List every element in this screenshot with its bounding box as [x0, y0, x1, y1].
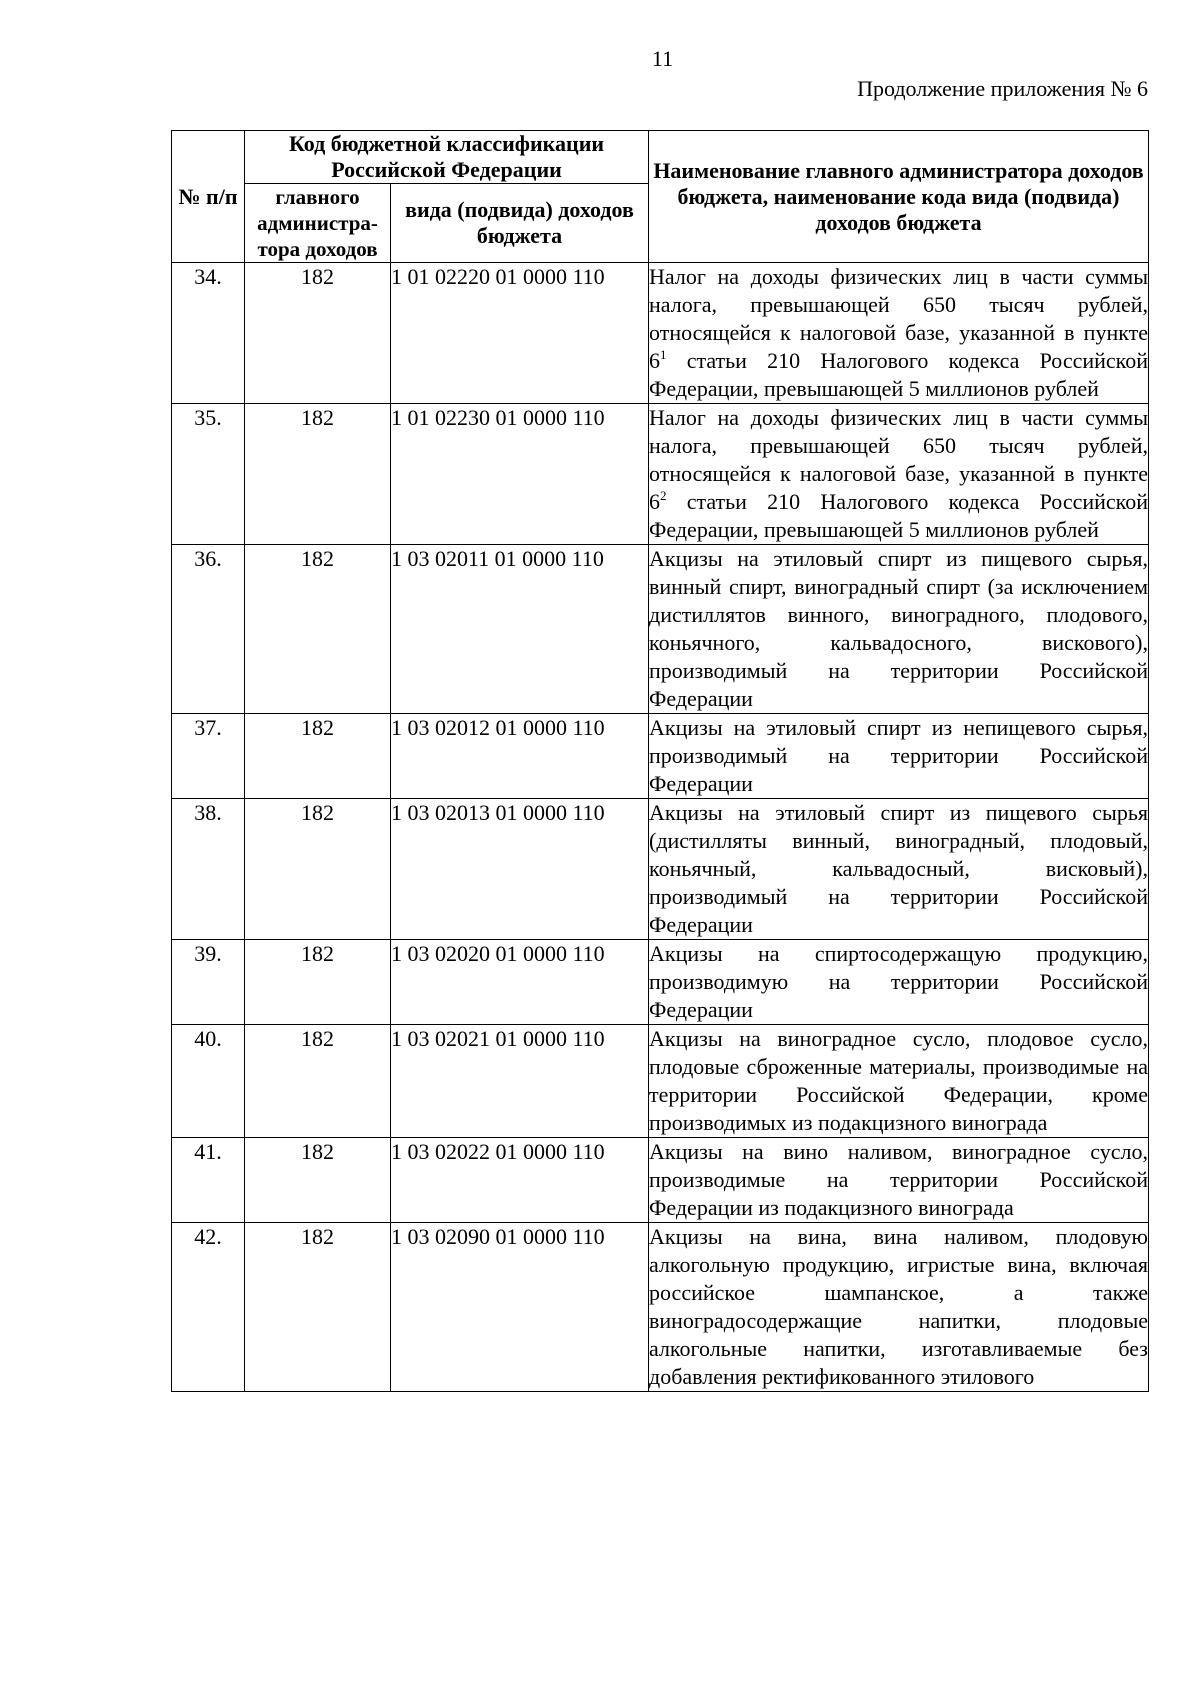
revenue-name — [649, 545, 1149, 714]
revenue-kind-code: 1 03 02021 01 0000 110 — [391, 1025, 649, 1138]
revenue-name — [649, 1025, 1149, 1138]
revenue-name-text: Акцизы на спиртосодержащую продукцию, производимую на территории Российской Федерации — [649, 941, 1148, 1022]
row-number: 35. — [172, 404, 245, 545]
revenue-name — [649, 799, 1149, 940]
row-number: 38. — [172, 799, 245, 940]
revenue-kind-code: 1 03 02013 01 0000 110 — [391, 799, 649, 940]
column-header-name: Наименование главного администратора доходов бюджета, наименование кода вида (подвида) доходов бюджета — [649, 131, 1149, 263]
revenue-name-text-continued: статьи 210 Налогового кодекса Российской Федерации, превышающей 5 миллионов рублей — [649, 489, 1148, 542]
revenue-name — [649, 404, 1149, 545]
revenue-name-text: Акцизы на вино наливом, виноградное сусло, производимые на территории Российской Федерации из подакцизного винограда — [649, 1139, 1148, 1220]
table-header-row — [172, 131, 1149, 184]
administrator-code: 182 — [245, 404, 391, 545]
revenue-kind-code: 1 03 02022 01 0000 110 — [391, 1138, 649, 1223]
administrator-code: 182 — [245, 545, 391, 714]
administrator-code: 182 — [245, 1223, 391, 1392]
column-header-administrator: главного администра-тора доходов — [245, 184, 391, 263]
table-row — [172, 940, 1149, 1025]
revenue-name — [649, 1138, 1149, 1223]
row-number: 39. — [172, 940, 245, 1025]
column-header-revenue-kind: вида (подвида) доходов бюджета — [391, 184, 649, 263]
page-number: 11 — [651, 46, 674, 71]
administrator-code: 182 — [245, 799, 391, 940]
revenue-kind-code: 1 01 02230 01 0000 110 — [391, 404, 649, 545]
table-row — [172, 1223, 1149, 1392]
revenue-name-text: Акцизы на этиловый спирт из непищевого сырья, производимый на территории Российской Федерации — [649, 715, 1148, 796]
revenue-name — [649, 714, 1149, 799]
table-row — [172, 263, 1149, 404]
revenue-name-text: Акцизы на этиловый спирт из пищевого сырья (дистилляты винный, виноградный, плодовый, коньячный, кальвадосный, висковый), производимый на территории Российской Федерации — [649, 800, 1148, 937]
column-header-number: № п/п — [172, 131, 245, 263]
point-superscript: 1 — [660, 347, 667, 362]
revenue-name-text: Акцизы на вина, вина наливом, плодовую алкогольную продукцию, игристые вина, включая российское шампанское, а также виноградосодержащие напитки, плодовые алкогольные напитки, изготавливаемые без добавления ректификованного этилового — [649, 1224, 1148, 1389]
table-row — [172, 714, 1149, 799]
row-number: 40. — [172, 1025, 245, 1138]
table-row — [172, 404, 1149, 545]
row-number: 36. — [172, 545, 245, 714]
revenue-name-text: Акцизы на этиловый спирт из пищевого сырья, винный спирт, виноградный спирт (за исключением дистиллятов винного, виноградного, плодового, коньячного, кальвадосного, вискового), производимый на территории Российской Федерации — [649, 546, 1148, 711]
revenue-name — [649, 263, 1149, 404]
table-row — [172, 1025, 1149, 1138]
administrator-code: 182 — [245, 1025, 391, 1138]
revenue-name-text: Налог на доходы физических лиц в части суммы налога, превышающей 650 тысяч рублей, относящейся к налоговой базе, указанной в пункте 6 — [649, 264, 1148, 373]
revenue-kind-code: 1 01 02220 01 0000 110 — [391, 263, 649, 404]
table-row — [172, 1138, 1149, 1223]
revenue-classification-table — [171, 130, 1149, 1392]
revenue-kind-code: 1 03 02011 01 0000 110 — [391, 545, 649, 714]
administrator-code: 182 — [245, 940, 391, 1025]
administrator-code: 182 — [245, 1138, 391, 1223]
table-body — [172, 263, 1149, 1392]
row-number: 42. — [172, 1223, 245, 1392]
table-row — [172, 799, 1149, 940]
revenue-name-text-continued: статьи 210 Налогового кодекса Российской Федерации, превышающей 5 миллионов рублей — [649, 348, 1148, 401]
revenue-name — [649, 1223, 1149, 1392]
revenue-name-text: Налог на доходы физических лиц в части суммы налога, превышающей 650 тысяч рублей, относящейся к налоговой базе, указанной в пункте 6 — [649, 405, 1148, 514]
revenue-kind-code: 1 03 02020 01 0000 110 — [391, 940, 649, 1025]
revenue-name — [649, 940, 1149, 1025]
revenue-kind-code: 1 03 02090 01 0000 110 — [391, 1223, 649, 1392]
row-number: 37. — [172, 714, 245, 799]
revenue-kind-code: 1 03 02012 01 0000 110 — [391, 714, 649, 799]
appendix-continuation-label: Продолжение приложения № 6 — [857, 76, 1148, 101]
row-number: 34. — [172, 263, 245, 404]
point-superscript: 2 — [660, 488, 667, 503]
row-number: 41. — [172, 1138, 245, 1223]
revenue-name-text: Акцизы на виноградное сусло, плодовое сусло, плодовые сброженные материалы, производимые на территории Российской Федерации, кроме производимых из подакцизного винограда — [649, 1026, 1148, 1135]
administrator-code: 182 — [245, 714, 391, 799]
administrator-code: 182 — [245, 263, 391, 404]
column-header-budget-code-group: Код бюджетной классификации Российской Федерации — [245, 131, 649, 184]
table-row — [172, 545, 1149, 714]
